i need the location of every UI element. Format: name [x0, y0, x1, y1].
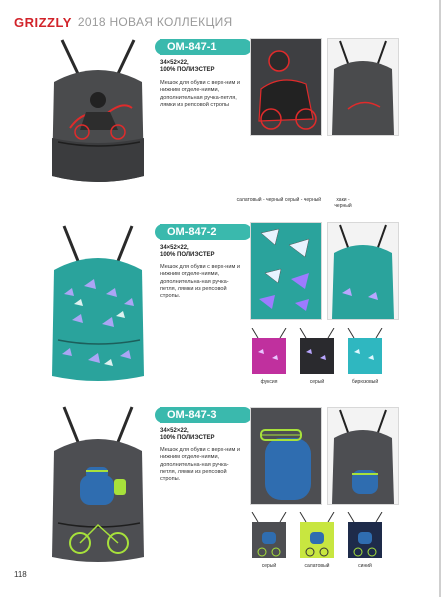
variant-thumb: [340, 328, 390, 374]
variant-label: синий: [358, 563, 372, 569]
product-3-variant-1: [244, 512, 294, 569]
product-1-description: Мешок для обуви с верх-ним и нижним отделе-ниями, дополнительная ручка-петля, лямки из репсовой стропы: [160, 80, 241, 108]
product-3-variant-2: [292, 512, 342, 569]
product-1-variant-1: [235, 197, 285, 203]
product-3-material: 100% ПОЛИЭСТЕР: [160, 435, 215, 441]
product-2-variant-2: [292, 328, 342, 385]
brand-logo: GRIZZLY: [14, 14, 72, 30]
variant-label: серый - черный: [284, 197, 322, 203]
variant-label: хаки - черный: [334, 197, 352, 209]
product-2-variant-1: [244, 328, 294, 385]
variant-label: фуксия: [260, 379, 278, 385]
page-header: [14, 12, 233, 32]
product-3-detail-2: [327, 407, 399, 505]
product-1-detail-2: [327, 38, 399, 136]
variant-thumb: [292, 328, 342, 374]
variant-label: салатовый - черный: [236, 197, 284, 203]
collection-title: 2018 НОВАЯ КОЛЛЕКЦИЯ: [77, 15, 233, 29]
product-1-code: OM-847-1: [160, 39, 252, 55]
variant-label: бирюзовый: [351, 379, 379, 385]
product-3-dims: 34×52×22,: [160, 428, 189, 434]
variant-label: серый: [261, 563, 277, 569]
variant-thumb: [292, 512, 342, 558]
product-2-dims: 34×52×22,: [160, 245, 189, 251]
product-3-variant-3: [340, 512, 390, 569]
product-1-material: 100% ПОЛИЭСТЕР: [160, 67, 215, 73]
variant-thumb: [340, 512, 390, 558]
variant-label: салатовый: [304, 563, 330, 569]
product-1-variant-3: [328, 197, 358, 209]
product-1-dims: 34×52×22,: [160, 60, 189, 66]
product-2-material: 100% ПОЛИЭСТЕР: [160, 252, 215, 258]
product-2-description: Мешок для обуви с верх-ним и нижним отделе-ниями, дополнительна-ная ручка-петля, лямки из репсовой стропы.: [160, 264, 241, 300]
product-3-detail-1: [250, 407, 322, 505]
product-2-main-image: [44, 224, 152, 386]
product-2-variant-3: [340, 328, 390, 385]
product-1-main-image: [44, 38, 152, 186]
product-1-variant-2: [283, 197, 323, 203]
variant-thumb: [244, 512, 294, 558]
product-3-description: Мешок для обуви с верх-ним и нижним отделе-ниями, дополнительна-ная ручка-петля, лямки из репсовой стропы.: [160, 447, 241, 483]
page-number: 118: [14, 570, 27, 579]
product-2-detail-2: [327, 222, 399, 320]
product-3-code: OM-847-3: [160, 407, 252, 423]
variant-label: серый: [309, 379, 325, 385]
variant-thumb: [244, 328, 294, 374]
product-3-main-image: [44, 405, 152, 567]
product-1-detail-1: [250, 38, 322, 136]
product-2-detail-1: [250, 222, 322, 320]
product-2-code: OM-847-2: [160, 224, 252, 240]
